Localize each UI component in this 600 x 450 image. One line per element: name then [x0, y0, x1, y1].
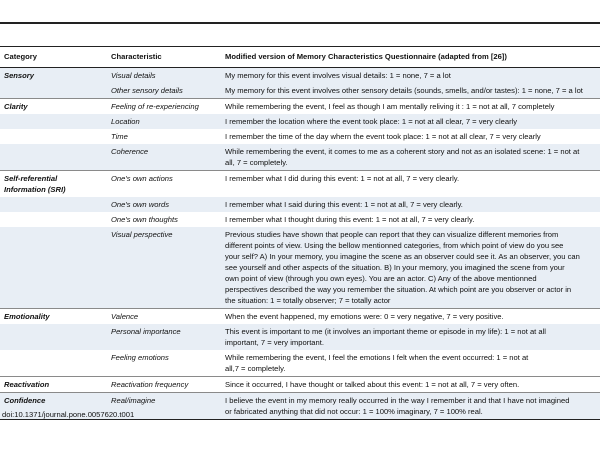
category-cell: [0, 129, 107, 144]
description-cell: I remember the location where the event took place: 1 = not at all clear, 7 = very clearly: [221, 114, 600, 129]
description-cell: While remembering the event, it comes to me as a coherent story and not as an isolated scene: 1 = not at all, 7 = completely.: [221, 144, 600, 171]
top-rule: [0, 22, 600, 24]
description-cell: Previous studies have shown that people can report that they can visualize different memories from different points of view. Using the bellow mentionned categories, from which point of view do you see your self? A) In your memory, you imagine the scene as an observer could see it. As an observer, you can see yourself and other aspects of the situation. B) In your memory, you imagined the scene from your own point of view (through you own eyes). You are an actor. C) Any of the above mentionned perspectives described the way you remember the situation. At which point are you observer or actor in the situation: 1 = totally observer; 7 = totally actor: [221, 227, 600, 309]
description-cell: My memory for this event involves other sensory details (sounds, smells, and/or tastes): 1 = none, 7 = a lot: [221, 83, 600, 99]
category-cell: Emotionality: [0, 309, 107, 325]
characteristic-cell: Real/imagine: [107, 393, 221, 420]
characteristic-cell: Time: [111, 132, 128, 141]
memory-characteristics-table: [0, 46, 600, 420]
characteristic-cell: Personal importance: [107, 324, 221, 350]
category-cell: [0, 83, 107, 99]
table-row: [0, 350, 600, 377]
category-cell: [0, 144, 107, 171]
category-cell: Sensory: [0, 68, 107, 84]
description-cell: I believe the event in my memory really occurred in the way I remember it and that I have not imagined or fabricated anything that did not occur: 1 = 100% imaginary, 7 = 100% real.: [221, 393, 600, 420]
table-row: [0, 309, 600, 325]
table-row: [0, 227, 600, 309]
category-cell: [0, 212, 107, 227]
doi-caption: doi:10.1371/journal.pone.0057620.t001: [2, 410, 135, 419]
characteristic-cell: Visual details: [107, 68, 221, 84]
description-cell: While remembering the event, I feel the emotions I felt when the event occurred: 1 = not at all,7 = completely.: [225, 353, 529, 373]
characteristic-cell: Feeling of re-experiencing: [107, 99, 221, 115]
description-cell: I remember what I thought during this event: 1 = not at all, 7 = very clearly.: [225, 215, 475, 224]
table-row: [0, 144, 600, 171]
description-cell: Since it occurred, I have thought or talked about this event: 1 = not at all, 7 = very often.: [221, 377, 600, 393]
header-characteristic: Characteristic: [107, 47, 221, 68]
characteristic-cell: Coherence: [107, 144, 221, 171]
table-row: [0, 99, 600, 115]
category-cell: [0, 197, 107, 212]
table-row: [0, 212, 600, 227]
characteristic-cell: One's own words: [107, 197, 221, 212]
table-row: [0, 171, 600, 198]
characteristic-cell: Feeling emotions: [111, 353, 169, 362]
description-cell: I remember what I said during this event: 1 = not at all, 7 = very clearly.: [221, 197, 600, 212]
characteristic-cell: Location: [107, 114, 221, 129]
description-cell: While remembering the event, I feel as though I am mentally reliving it : 1 = not at all, 7 completely: [221, 99, 600, 115]
table-row: [0, 83, 600, 99]
table-row: [0, 114, 600, 129]
characteristic-cell: Visual perspective: [107, 227, 221, 309]
table-row: [0, 129, 600, 144]
header-questionnaire: Modified version of Memory Characteristics Questionnaire (adapted from [26]): [221, 47, 600, 68]
category-cell: Reactivation: [0, 377, 107, 393]
category-cell: [0, 324, 107, 350]
category-cell: [0, 114, 107, 129]
table-row: [0, 197, 600, 212]
table-container: [0, 46, 600, 420]
description-cell: I remember the time of the day whern the event took place: 1 = not at all clear, 7 = very clearly: [225, 132, 541, 141]
characteristic-cell: Reactivation frequency: [107, 377, 221, 393]
characteristic-cell: Valence: [107, 309, 221, 325]
category-cell: Confidence: [0, 393, 107, 420]
characteristic-cell: Other sensory details: [107, 83, 221, 99]
characteristic-cell: One's own actions: [107, 171, 221, 198]
description-cell: When the event happened, my emotions were: 0 = very negative, 7 = very positive.: [221, 309, 600, 325]
category-cell: Clarity: [0, 99, 107, 115]
table-row: [0, 68, 600, 84]
table-header-row: [0, 47, 600, 68]
category-cell: Self-referential Information (SRI): [0, 171, 107, 198]
header-category: Category: [0, 47, 107, 68]
category-cell: [0, 227, 107, 309]
characteristic-cell: One's own thoughts: [111, 215, 178, 224]
table-row: [0, 377, 600, 393]
description-cell: This event is important to me (it involves an important theme or episode in my life): 1 = not at all important, 7 = very important.: [221, 324, 600, 350]
description-cell: My memory for this event involves visual details: 1 = none, 7 = a lot: [221, 68, 600, 84]
category-cell: [0, 350, 107, 377]
table-row: [0, 324, 600, 350]
description-cell: I remember what I did during this event: 1 = not at all, 7 = very clearly.: [221, 171, 600, 198]
